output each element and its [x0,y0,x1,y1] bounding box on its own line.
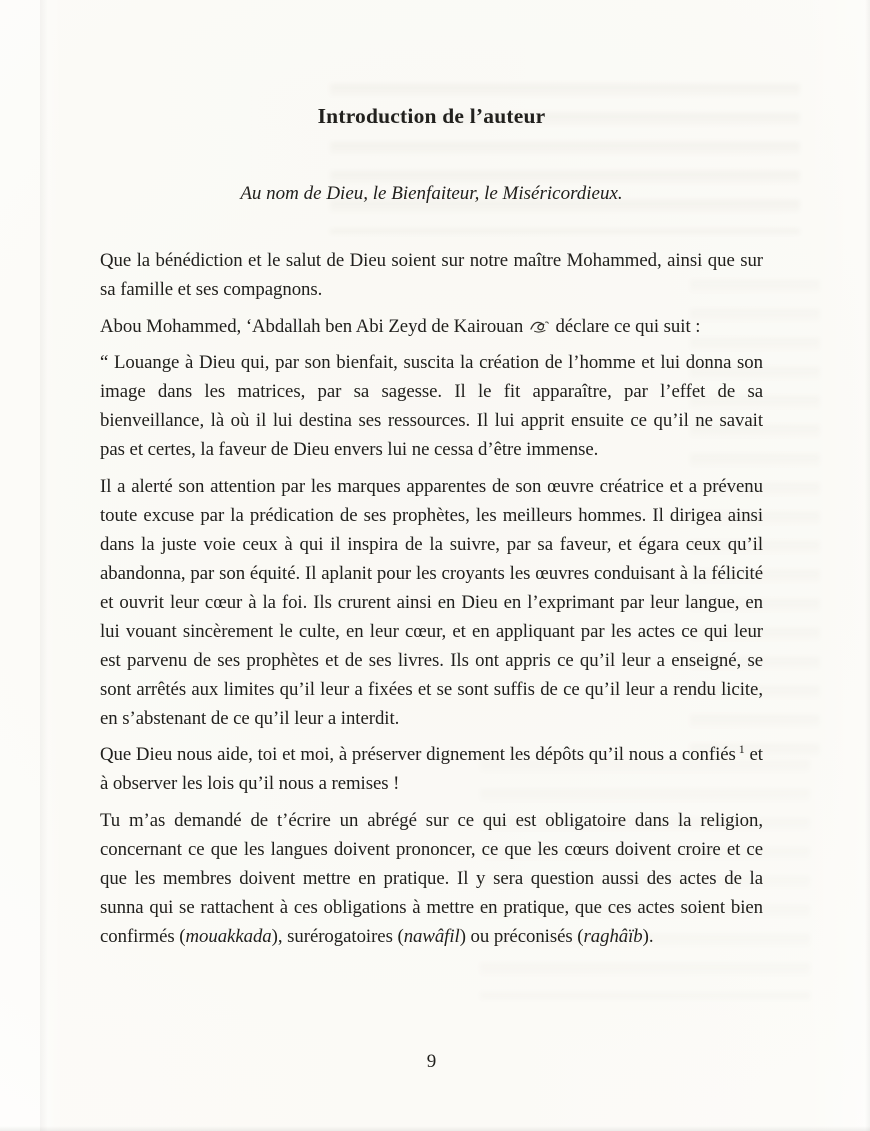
paragraph [100,246,763,304]
paragraph [100,348,763,464]
chapter-title: Introduction de l’auteur [317,104,546,128]
text-segment: ), surérogatoires ( [271,925,404,947]
honorific-calligraphy-icon [529,318,550,334]
italic-term: raghâïb [583,925,643,947]
italic-term: mouakkada [185,925,272,947]
text-segment: ) ou préconisés ( [459,925,584,947]
text-segment: déclare ce qui suit : [550,315,701,337]
text-segment: Tu m’as demandé de t’écrire un abrégé sur ce qui est obligatoire dans la religion, concernant ce que les langues doivent prononcer, ce que les cœurs doivent croire et ce que les membres doivent mettre en pratique. Il y sera question aussi des actes de la sunna qui se rattachent à ces obligations à mettre en pratique, que ces actes soient bien confirmés ( [100,809,763,947]
paragraphs [100,246,763,951]
basmala-epigraph: Au nom de Dieu, le Bienfaiteur, le Miséricordieux. [240,183,623,204]
text-segment: Que la bénédiction et le salut de Dieu soient sur notre maître Mohammed, ainsi que sur sa famille et ses compagnons. [100,250,763,300]
text-segment: et à observer les lois qu’il nous a remises ! [100,744,763,794]
scan-edge-shading [40,0,48,1131]
footnote-reference: 1 [738,741,745,756]
scan-edge-shading [865,0,870,1131]
paragraph [100,806,763,951]
paragraph [100,312,763,341]
text-segment: Il a alerté son attention par les marques apparentes de son œuvre créatrice et a prévenu toute excuse par la prédication de ses prophètes, les meilleurs hommes. Il dirigea ainsi dans la juste voie ceux à qui il inspira de la suivre, par sa faveur, et égara ceux qu’il abandonna, par son équité. Il aplanit pour les croyants les œuvres conduisant à la félicité et ouvrit leur cœur à la foi. Ils crurent ainsi en Dieu en l’exprimant par leur langue, en lui vouant sincèrement le culte, en leur cœur, et en appliquant par les actes ce qui leur est parvenu de ses prophètes et de ses livres. Ils ont appris ce qu’il leur a enseigné, se sont arrêtés aux limites qu’il leur a fixées et se sont suffis de ce qu’il leur a rendu licite, en s’abstenant de ce qu’il leur a interdit. [100,475,763,729]
text-segment: ). [642,925,654,947]
text-segment: Que Dieu nous aide, toi et moi, à préserver dignement les dépôts qu’il nous a confiés [100,744,736,765]
paragraph [100,472,763,733]
text-block [100,100,763,951]
scan-edge-shading [0,1126,870,1131]
text-segment: Abou Mohammed, ‘Abdallah ben Abi Zeyd de Kairouan [100,315,528,337]
page-number: 9 [426,1051,437,1072]
text-segment: “ Louange à Dieu qui, par son bienfait, suscita la création de l’homme et lui donna son image dans les matrices, par sa sagesse. Il le fit apparaître, par l’effet de sa bienveillance, là où il lui destina ses ressources. Il lui apprit ensuite ce qu’il ne savait pas et certes, la faveur de Dieu envers lui ne cessa d’être immense. [100,352,763,460]
paragraph [100,740,763,798]
italic-term: nawâfil [403,925,460,947]
